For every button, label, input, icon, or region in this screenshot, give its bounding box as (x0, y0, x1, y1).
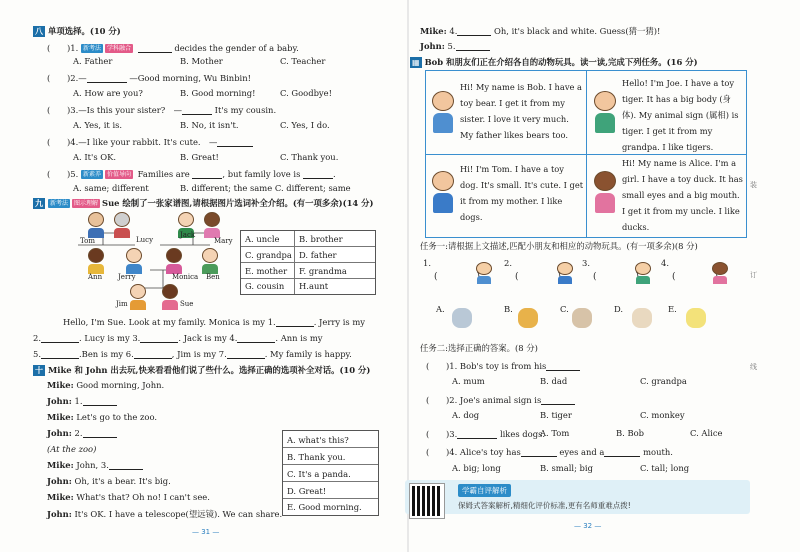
q3 (47, 104, 276, 116)
q2-opt-b: B. Good morning! (180, 88, 256, 98)
passage-text: . Ann is my (275, 333, 323, 343)
q3-stem: It's my cousin. (214, 105, 277, 115)
q2-blank[interactable] (87, 73, 127, 83)
dialogue-2 (47, 396, 117, 406)
line: It's OK. I have a telescope(望远镜). We can share. (74, 509, 283, 519)
q1-stem: decides the gender of a baby. (174, 43, 299, 53)
animal-a-label: A. (436, 304, 445, 314)
label-ben: Ben (206, 273, 220, 281)
dialogue-10 (420, 25, 660, 37)
word-c: C. grandpa (245, 250, 292, 260)
text-alice: Hi! My name is Alice. I'm a girl. I have a toy duck. It has small eyes and a big mouth. I get it from my uncle. I like ducks. (622, 158, 743, 232)
small-kid-4 (712, 262, 728, 282)
q3-blank[interactable] (182, 105, 212, 115)
t2-q1 (426, 360, 580, 372)
text-bob: Hi! My name is Bob. I have a toy bear. I get it from my sister. I love it very much. My father likes bears too. (460, 82, 582, 140)
animal-d-bear-icon (632, 308, 652, 328)
animal-d-label: D. (614, 304, 624, 314)
animal-c-label: C. (560, 304, 569, 314)
answer-box-4[interactable]: ( (672, 272, 676, 282)
q4-opt-b: B. Great! (180, 152, 219, 162)
q4 (47, 136, 253, 148)
dialogue-scene: (At the zoo) (47, 444, 97, 454)
t2-q4-opt-a: A. big; long (452, 463, 501, 473)
passage-text: . Lucy is my 3. (79, 333, 141, 343)
section-10-title: Mike 和 John 出去玩,快来看看他们说了些什么。选择正确的选项补全对话。(10 分) (48, 365, 371, 375)
q2-opt-a: A. How are you? (73, 88, 143, 98)
tag-new-method: 新考法 (82, 45, 101, 52)
dialogue-7 (47, 476, 171, 486)
dialogue-11 (420, 41, 490, 51)
t2-q2-stem: ( )2. Joe's animal sign is (426, 395, 542, 405)
section-11-title: Bob 和朋友们正在介绍各自的动物玩具。读一读,完成下列任务。(16 分) (424, 57, 698, 67)
reading-grid (425, 70, 747, 238)
blank-2[interactable] (41, 333, 79, 343)
passage-text: .Ben is my 6. (79, 349, 134, 359)
person-ben (200, 248, 220, 274)
kid-tom (432, 171, 454, 215)
passage-text: Hello, I'm Sue. Look at my family. Monica is my 1. (63, 317, 276, 327)
d-blank-5[interactable] (456, 41, 490, 51)
label-mary: Mary (214, 237, 233, 245)
word-f: F. grandma (299, 266, 347, 276)
kid-alice (594, 171, 616, 215)
t2-q1-opt-b: B. dad (540, 376, 568, 386)
t2-q4-stem: ( )4. Alice's toy has (426, 447, 521, 457)
line: John, 3. (76, 460, 109, 470)
text-joe: Hello! I'm Joe. I have a toy tiger. It has a big body (身体). My animal sign (属相) is tiger. I get it from my grandpa. I like tigers. (622, 78, 739, 152)
q2-number: ( )2.— (47, 73, 87, 83)
section-8-number: 八 (35, 26, 43, 36)
page-number-right: — 32 — (574, 522, 602, 530)
q1-blank[interactable] (138, 43, 172, 53)
num-3: 3. (582, 258, 590, 268)
t2-q2-blank[interactable] (541, 395, 575, 405)
speaker: John: (47, 396, 72, 406)
word-box (240, 230, 376, 295)
binding-mark-2: 订 (750, 271, 757, 279)
line: Let's go to the zoo. (76, 412, 158, 422)
label-ann: Ann (88, 273, 103, 281)
qr-code-icon[interactable] (410, 484, 444, 518)
q5-stem-1: Families are (137, 169, 190, 179)
section-8-title: 单项选择。(10 分) (48, 26, 121, 36)
binding-mark-1: 装 (750, 181, 757, 189)
person-jim (128, 284, 148, 310)
speaker: John: (47, 476, 72, 486)
t2-q3-opt-b: B. Bob (616, 428, 645, 438)
task-1-title: 任务一:请根据上文描述,匹配小朋友和相应的动物玩具。(有一项多余)(8 分) (420, 241, 698, 251)
line: 4. (449, 26, 458, 36)
word-e: E. mother (245, 266, 288, 276)
num-1: 1. (423, 258, 431, 268)
d-blank-4[interactable] (457, 26, 491, 36)
binding-mark-3: 线 (750, 363, 757, 371)
q1-number: ( )1. (47, 43, 79, 53)
dialogue-9 (47, 508, 282, 520)
blank-7[interactable] (227, 349, 265, 359)
blank-4[interactable] (237, 333, 275, 343)
section-11-flag: ▦ (412, 57, 420, 67)
label-jerry: Jerry (118, 273, 136, 281)
d-blank-3[interactable] (109, 460, 143, 470)
t2-q4 (426, 446, 673, 458)
line: 1. (74, 396, 83, 406)
label-lucy: Lucy (136, 236, 154, 244)
passage-text: . Jack is my 4. (178, 333, 238, 343)
answer-box-1[interactable]: ( (434, 272, 438, 282)
dialogue-8 (47, 492, 210, 502)
section-11-header (410, 56, 698, 68)
q5-stem-2: , but family love is (222, 169, 301, 179)
t2-q1-stem: ( )1. Bob's toy is from his (426, 361, 547, 371)
passage-text: . My family is happy. (264, 349, 352, 359)
q3-number: ( )3.—Is this your sister? — (47, 105, 182, 115)
section-8-header (33, 25, 121, 37)
tag-new-literacy: 新素养 (82, 171, 101, 178)
t2-q2-opt-c: C. monkey (640, 410, 685, 420)
tag-diagram: 图示理解 (74, 200, 99, 207)
tag-value: 价值导向 (106, 171, 131, 178)
label-jim: Jim (116, 300, 128, 308)
q1-opt-a: A. Father (73, 56, 113, 66)
line: Oh, it's black and white. Guess(猜一猜)! (494, 26, 661, 36)
self-eval-text: 保姆式答案解析,精细化评价标准,更有名师重难点拨! (458, 501, 631, 510)
q4-number: ( )4.—I like your rabbit. It's cute. — (47, 137, 218, 147)
t2-q3 (426, 428, 545, 440)
tag-new-method-9: 新考法 (50, 200, 69, 207)
choice-a: A. what's this? (287, 435, 349, 445)
blank-3[interactable] (140, 333, 178, 343)
small-kid-1 (476, 262, 492, 282)
q2-stem: —Good morning, Wu Binbin! (129, 73, 251, 83)
word-h: H.aunt (299, 281, 329, 291)
passage-text: , Jim is my 7. (171, 349, 227, 359)
person-monica (164, 248, 184, 274)
q5-opt-a: A. same; different (73, 183, 149, 193)
t2-q2 (426, 394, 575, 406)
speaker: John: (47, 428, 72, 438)
choice-c: C. It's a panda. (287, 469, 351, 479)
q4-opt-a: A. It's OK. (73, 152, 117, 162)
small-kid-2 (557, 262, 573, 282)
t2-q4-blank-1[interactable] (521, 447, 557, 457)
t2-q3-opt-c: C. Alice (690, 428, 723, 438)
answer-box-3[interactable]: ( (593, 272, 597, 282)
person-mary (202, 212, 222, 238)
t2-q4-stem-3: mouth. (643, 447, 673, 457)
choice-e: E. Good morning. (287, 502, 362, 512)
word-a: A. uncle (245, 234, 280, 244)
t2-q1-opt-a: A. mum (452, 376, 485, 386)
t2-q4-opt-c: C. tall; long (640, 463, 690, 473)
q5-opt-bc: B. different; the same C. different; same (180, 183, 351, 193)
num-2: 2. (504, 258, 512, 268)
dialogue-3 (47, 412, 157, 422)
tag-subject: 学科融合 (106, 45, 131, 52)
person-sue (160, 284, 180, 310)
section-9-title: Sue 绘制了一张家谱图,请根据图片选词补全介绍。(有一项多余)(14 分) (102, 198, 374, 208)
dialogue-6 (47, 460, 143, 470)
passage-text: 2. (33, 333, 41, 343)
choice-b: B. Thank you. (287, 452, 346, 462)
q2 (47, 72, 251, 84)
q5-blank-1[interactable] (192, 169, 222, 179)
line: What's that? Oh no! I can't see. (76, 492, 210, 502)
page-number-left: — 31 — (192, 528, 220, 536)
t2-q3-blank[interactable] (457, 429, 497, 439)
q1-opt-b: B. Mother (180, 56, 223, 66)
animal-e-label: E. (668, 304, 677, 314)
line: Good morning, John. (76, 380, 165, 390)
word-g: G. cousin (245, 281, 285, 291)
label-sue: Sue (180, 300, 194, 308)
passage-line-3 (33, 349, 352, 359)
speaker: John: (47, 509, 72, 519)
word-b: B. brother (299, 234, 343, 244)
dialogue-1 (47, 380, 164, 390)
animal-b-tiger-icon (518, 308, 538, 328)
label-tom: Tom (80, 237, 95, 245)
text-tom: Hi! I'm Tom. I have a toy dog. It's small. It's cute. I get it from my mother. I like dogs. (460, 164, 584, 222)
self-eval-title: 学霸自评解析 (458, 484, 511, 497)
q5 (47, 168, 336, 180)
speaker: John: (420, 41, 445, 51)
blank-6[interactable] (134, 349, 172, 359)
t2-q3-stem: ( )3. (426, 429, 458, 439)
kid-bob (432, 91, 454, 135)
dialogue-4 (47, 428, 117, 438)
blank-1[interactable] (276, 317, 314, 327)
label-monica: Monica (172, 273, 199, 281)
kid-joe (594, 91, 616, 135)
t2-q2-opt-a: A. dog (452, 410, 480, 420)
t2-q1-opt-c: C. grandpa (640, 376, 687, 386)
t2-q1-blank[interactable] (546, 361, 580, 371)
q4-opt-c: C. Thank you. (280, 152, 339, 162)
t2-q2-opt-b: B. tiger (540, 410, 572, 420)
line: 2. (74, 428, 83, 438)
person-tom (86, 212, 106, 238)
speaker: Mike: (47, 380, 74, 390)
word-d: D. father (299, 250, 337, 260)
q3-opt-a: A. Yes, it is. (73, 120, 123, 130)
animal-a-cat-icon (452, 308, 472, 328)
t2-q4-stem-2: eyes and a (559, 447, 605, 457)
small-kid-3 (635, 262, 651, 282)
person-lucy (112, 212, 132, 238)
blank-5[interactable] (41, 349, 79, 359)
person-jerry (124, 248, 144, 274)
section-9-header (33, 197, 374, 209)
animal-b-label: B. (504, 304, 513, 314)
passage-line-1 (63, 317, 365, 327)
speaker: Mike: (47, 492, 74, 502)
answer-box-2[interactable]: ( (515, 272, 519, 282)
q5-stem-3: . (333, 169, 336, 179)
q4-blank[interactable] (217, 137, 253, 147)
passage-text: 5. (33, 349, 41, 359)
passage-text: . Jerry is my (313, 317, 366, 327)
label-jack: Jack (180, 231, 196, 239)
choice-box (282, 430, 379, 516)
t2-q4-opt-b: B. small; big (540, 463, 593, 473)
task-2-title: 任务二:选择正确的答案。(8 分) (420, 343, 538, 353)
line: 5. (447, 41, 456, 51)
q2-opt-c: C. Goodbye! (280, 88, 332, 98)
t2-q4-blank-2[interactable] (604, 447, 640, 457)
person-ann (86, 248, 106, 274)
q1-opt-c: C. Teacher (280, 56, 326, 66)
t2-q3-opt-a: A. Tom (540, 428, 570, 438)
line: Oh, it's a bear. It's big. (74, 476, 171, 486)
q5-blank-2[interactable] (303, 169, 333, 179)
speaker: Mike: (47, 460, 74, 470)
animal-e-duck-icon (686, 308, 706, 328)
d-blank-1[interactable] (83, 396, 117, 406)
choice-d: D. Great! (287, 486, 327, 496)
q1 (47, 42, 299, 54)
speaker: Mike: (47, 412, 74, 422)
d-blank-2[interactable] (83, 428, 117, 438)
section-9-number: 九 (35, 198, 43, 208)
t2-q3-stem-2: likes dogs. (499, 429, 546, 439)
page-gutter (407, 0, 409, 552)
section-10-header (33, 364, 370, 376)
q5-number: ( )5. (47, 169, 79, 179)
section-10-number: 十 (35, 365, 43, 375)
speaker: Mike: (420, 26, 447, 36)
passage-line-2 (33, 333, 323, 343)
animal-c-dog-icon (572, 308, 592, 328)
num-4: 4. (661, 258, 669, 268)
q3-opt-b: B. No, it isn't. (180, 120, 239, 130)
q3-opt-c: C. Yes, I do. (280, 120, 330, 130)
